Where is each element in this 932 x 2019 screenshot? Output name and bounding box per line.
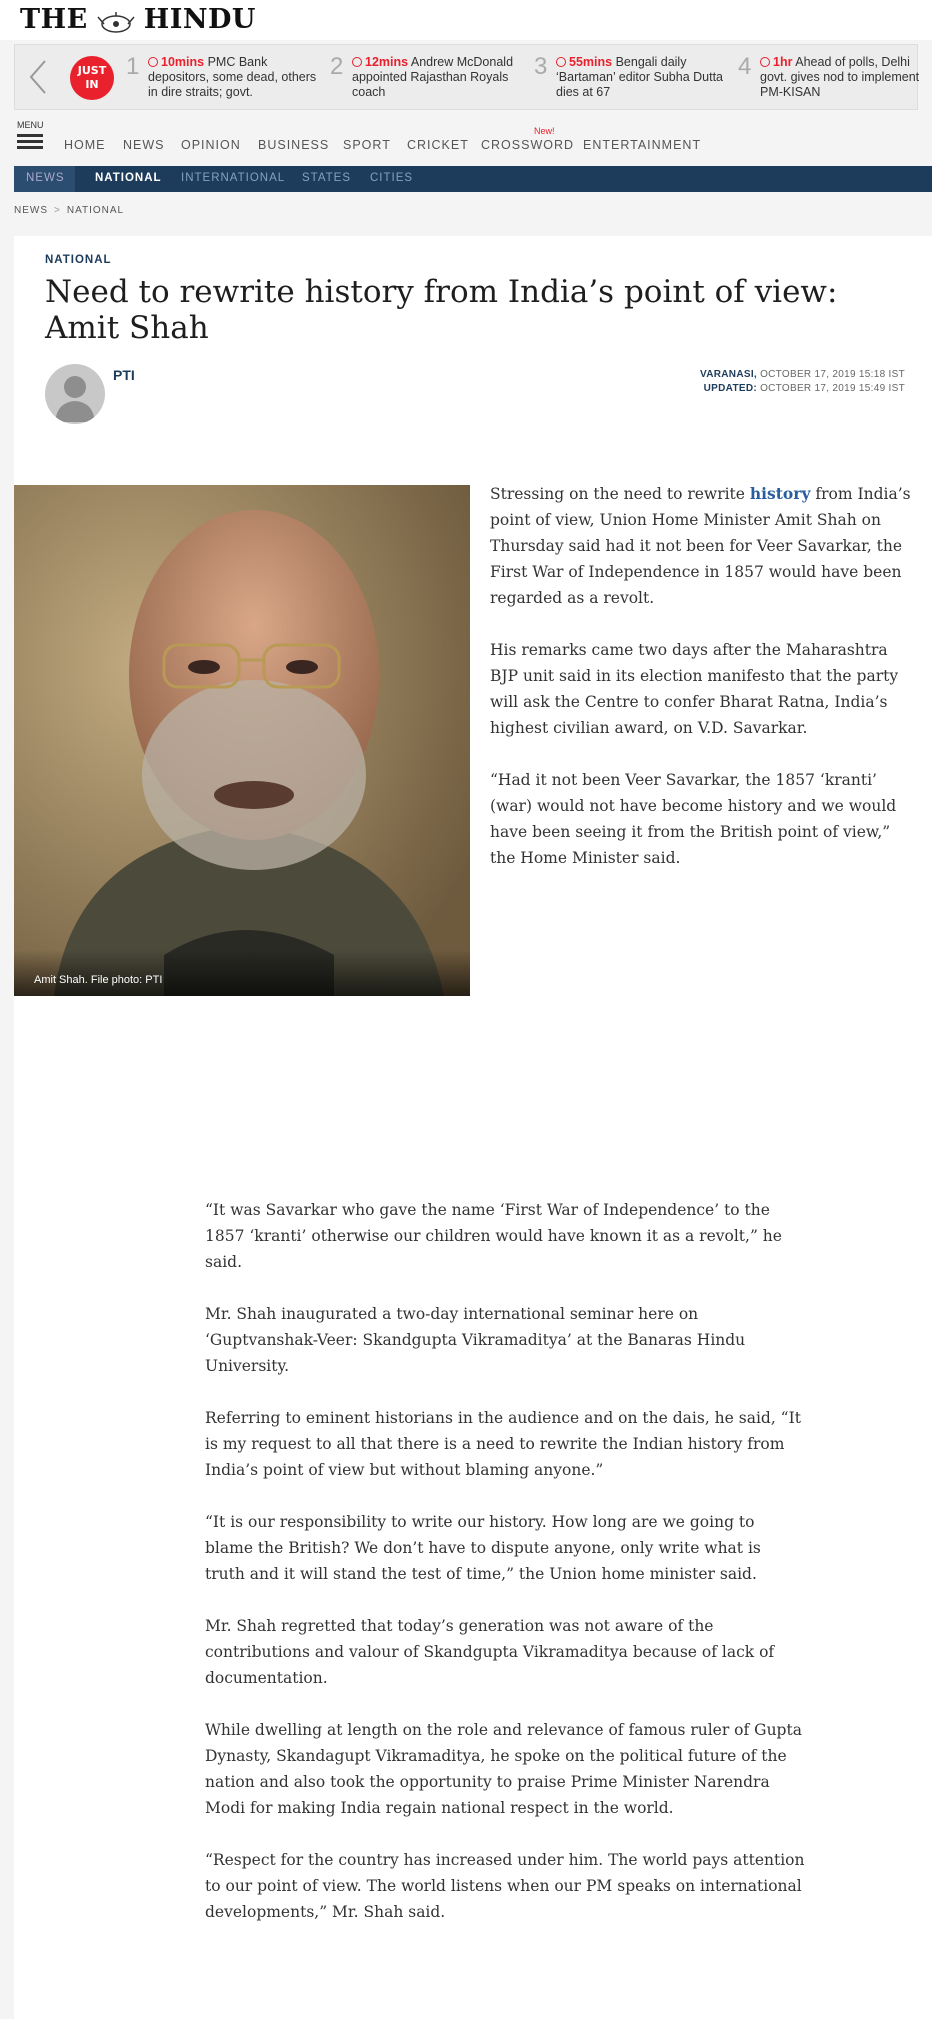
just-in-badge: JUST IN bbox=[70, 56, 114, 100]
ticker-item[interactable] bbox=[126, 53, 321, 105]
updated-time: OCTOBER 17, 2019 15:49 IST bbox=[760, 383, 905, 394]
subnav-item-news[interactable]: NEWS bbox=[14, 166, 75, 192]
ticker-item-text: Andrew McDonald appointed Rajasthan Royals coach bbox=[352, 55, 514, 99]
ticker-item-time: 12mins bbox=[365, 55, 409, 69]
nav-item-opinion[interactable]: OPINION bbox=[181, 138, 241, 152]
author-name[interactable]: PTI bbox=[113, 367, 135, 383]
clock-icon bbox=[148, 57, 158, 67]
author-avatar bbox=[45, 364, 105, 424]
just-in-ticker bbox=[14, 44, 918, 110]
ticker-item-text: Ahead of polls, Delhi govt. gives nod to implement PM-KISAN bbox=[760, 55, 920, 99]
paragraph: “Respect for the country has increased under him. The world pays attention to our point of view. The world listens when our PM speaks on international developments,” Mr. Shah said. bbox=[205, 1851, 805, 1921]
paragraph-text: Stressing on the need to rewrite bbox=[490, 485, 750, 503]
ticker-item[interactable] bbox=[738, 53, 932, 105]
nav-item-entertainment[interactable]: ENTERTAINMENT bbox=[583, 138, 702, 152]
breadcrumb-news[interactable]: NEWS bbox=[14, 205, 48, 216]
nav-item-home[interactable]: HOME bbox=[64, 138, 106, 152]
ticker-item-number: 1 bbox=[126, 53, 140, 80]
main-nav bbox=[14, 118, 918, 162]
paragraph: “It is our responsibility to write our history. How long are we going to blame the British? We don’t have to dispute anyone, only write what is truth and it will stand the test of time,” the Union home minister said. bbox=[205, 1513, 761, 1583]
article-card bbox=[14, 236, 932, 2019]
subnav-item-states[interactable]: STATES bbox=[302, 172, 352, 184]
paragraph: Mr. Shah regretted that today’s generation was not aware of the contributions and valour of Skandgupta Vikramaditya because of lack of documentation. bbox=[205, 1617, 775, 1687]
ticker-item-time: 10mins bbox=[161, 55, 205, 69]
logo-word-the: THE bbox=[20, 4, 88, 35]
clock-icon bbox=[556, 57, 566, 67]
subnav-item-national[interactable]: NATIONAL bbox=[95, 172, 162, 184]
site-logo[interactable] bbox=[20, 4, 256, 35]
paragraph: “Had it not been Veer Savarkar, the 1857 ‘kranti’ (war) would not have become history and we would have been seeing it from the British point of view,” the Home Minister said. bbox=[490, 771, 897, 867]
paragraph: His remarks came two days after the Maharashtra BJP unit said in its election manifesto that the party will ask the Centre to confer Bharat Ratna, India’s highest civilian award, on V.D. Savarkar. bbox=[490, 641, 899, 737]
article-headline: Need to rewrite history from India’s point of view: Amit Shah bbox=[45, 274, 838, 346]
ticker-item-text: Bengali daily ‘Bartaman’ editor Subha Dutta dies at 67 bbox=[556, 55, 723, 99]
dateline bbox=[700, 368, 905, 396]
article-body bbox=[205, 1197, 805, 1951]
breadcrumb-separator: > bbox=[54, 205, 61, 216]
ticker-item-number: 2 bbox=[330, 53, 344, 80]
nav-item-crossword[interactable]: CROSSWORD bbox=[481, 138, 575, 152]
ticker-item-number: 3 bbox=[534, 53, 548, 80]
dateline-location: VARANASI, bbox=[700, 369, 757, 380]
ticker-item-time: 1hr bbox=[773, 55, 793, 69]
updated-label: UPDATED: bbox=[703, 383, 757, 394]
article-intro bbox=[490, 481, 915, 897]
ticker-item[interactable] bbox=[330, 53, 525, 105]
breadcrumb bbox=[14, 205, 124, 216]
nav-item-business[interactable]: BUSINESS bbox=[258, 138, 330, 152]
published-time: OCTOBER 17, 2019 15:18 IST bbox=[760, 369, 905, 380]
paragraph: Mr. Shah inaugurated a two-day international seminar here on ‘Guptvanshak-Veer: Skandgupta Vikramaditya’ at the Banaras Hindu University. bbox=[205, 1305, 746, 1375]
ticker-item-text: PMC Bank depositors, some dead, others in dire straits; govt. bbox=[148, 55, 317, 99]
hamburger-menu-icon[interactable] bbox=[17, 134, 43, 150]
paragraph: Referring to eminent historians in the audience and on the dais, he said, “It is my request to all that there is a need to rewrite the Indian history from India’s point of view but without blaming anyone.” bbox=[205, 1409, 801, 1479]
ticker-item-number: 4 bbox=[738, 53, 752, 80]
ticker-prev-arrow-icon[interactable] bbox=[25, 59, 51, 95]
masthead bbox=[0, 0, 932, 40]
nav-item-cricket[interactable]: CRICKET bbox=[407, 138, 469, 152]
paragraph bbox=[490, 481, 915, 611]
sub-nav bbox=[14, 166, 932, 192]
ticker-item-time: 55mins bbox=[569, 55, 613, 69]
nav-item-sport[interactable]: SPORT bbox=[343, 138, 391, 152]
nav-item-news[interactable]: NEWS bbox=[123, 138, 165, 152]
breadcrumb-national[interactable]: NATIONAL bbox=[66, 205, 125, 216]
logo-word-hindu: HINDU bbox=[143, 4, 256, 35]
ticker-item[interactable] bbox=[534, 53, 729, 105]
article-photo bbox=[14, 485, 470, 996]
subnav-item-cities[interactable]: CITIES bbox=[370, 172, 414, 184]
history-link[interactable]: history bbox=[749, 484, 811, 503]
paragraph: “It was Savarkar who gave the name ‘First War of Independence’ to the 1857 ‘kranti’ otherwise our children would have known it as a revolt,” he said. bbox=[205, 1201, 782, 1271]
subnav-item-international[interactable]: INTERNATIONAL bbox=[181, 172, 286, 184]
article-kicker[interactable]: NATIONAL bbox=[45, 254, 112, 266]
new-tag: New! bbox=[534, 126, 555, 136]
emblem-icon bbox=[94, 9, 138, 31]
paragraph-text: from India’s point of view, Union Home Minister Amit Shah on Thursday said had it not been for Veer Savarkar, the First War of Independence in 1857 would have been regarded as a revolt. bbox=[490, 485, 911, 607]
clock-icon bbox=[760, 57, 770, 67]
photo-caption: Amit Shah. File photo: PTI bbox=[14, 950, 470, 996]
paragraph: While dwelling at length on the role and relevance of famous ruler of Gupta Dynasty, Skandagupt Vikramaditya, he spoke on the political future of the nation and also took the opportunity to praise Prime Minister Narendra Modi for making India regain national respect in the world. bbox=[205, 1721, 802, 1817]
menu-label: MENU bbox=[17, 120, 44, 130]
clock-icon bbox=[352, 57, 362, 67]
